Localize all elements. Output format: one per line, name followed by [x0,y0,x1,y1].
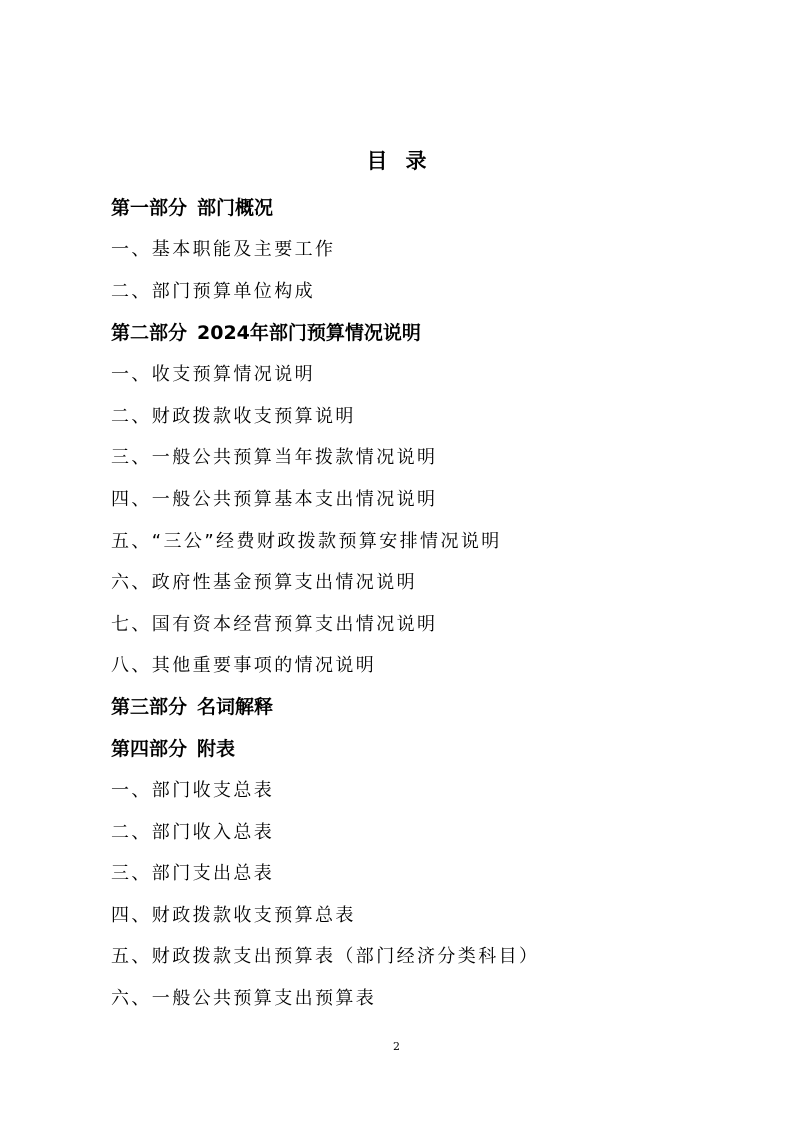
toc-part-title: 部门概况 [197,197,274,220]
toc-item [111,436,751,478]
toc-item-text: 八、其他重要事项的情况说明 [111,655,377,677]
toc-item-text: 七、国有资本经营预算支出情况说明 [111,613,438,635]
toc-item-text: 一、部门收支总表 [111,780,275,802]
page-number: 2 [393,1040,400,1053]
toc-part-title: 2024年部门预算情况说明 [197,322,421,345]
toc-item-text: 二、部门收入总表 [111,821,275,843]
toc-item-text: 一、基本职能及主要工作 [111,239,336,261]
toc-item [111,560,751,602]
toc-item-text: 六、政府性基金预算支出情况说明 [111,572,417,594]
toc-item [111,519,751,561]
toc-item [111,228,751,270]
toc-item-text: 二、部门预算单位构成 [111,280,315,302]
toc-item [111,810,751,852]
toc-item [111,394,751,436]
table-of-contents [111,186,751,1018]
toc-part-heading [111,727,751,769]
toc-item-text: 四、一般公共预算基本支出情况说明 [111,488,438,510]
toc-item [111,644,751,686]
toc-item-text: 四、财政拨款收支预算总表 [111,904,356,926]
toc-item [111,893,751,935]
toc-part-label: 第一部分 [111,197,188,220]
toc-item [111,352,751,394]
toc-item [111,602,751,644]
toc-item [111,852,751,894]
toc-part-heading [111,685,751,727]
toc-item-text: 三、一般公共预算当年拨款情况说明 [111,447,438,469]
toc-item [111,935,751,977]
toc-part-heading [111,186,751,228]
toc-item-text: 二、财政拨款收支预算说明 [111,405,356,427]
toc-item-text: 六、一般公共预算支出预算表 [111,988,377,1010]
toc-part-title: 名词解释 [197,696,274,719]
toc-item [111,269,751,311]
toc-item-text: 五、财政拨款支出预算表（部门经济分类科目） [111,946,540,968]
toc-part-heading [111,311,751,353]
toc-item [111,477,751,519]
toc-part-label: 第四部分 [111,738,188,761]
toc-item [111,976,751,1018]
toc-part-label: 第三部分 [111,696,188,719]
toc-item [111,768,751,810]
toc-item-text: 三、部门支出总表 [111,863,275,885]
page-title: 目录 [366,149,445,173]
toc-part-label: 第二部分 [111,322,188,345]
toc-item-text: 一、收支预算情况说明 [111,364,315,386]
toc-part-title: 附表 [197,738,236,761]
toc-item-text: 五、“三公”经费财政拨款预算安排情况说明 [111,530,502,552]
